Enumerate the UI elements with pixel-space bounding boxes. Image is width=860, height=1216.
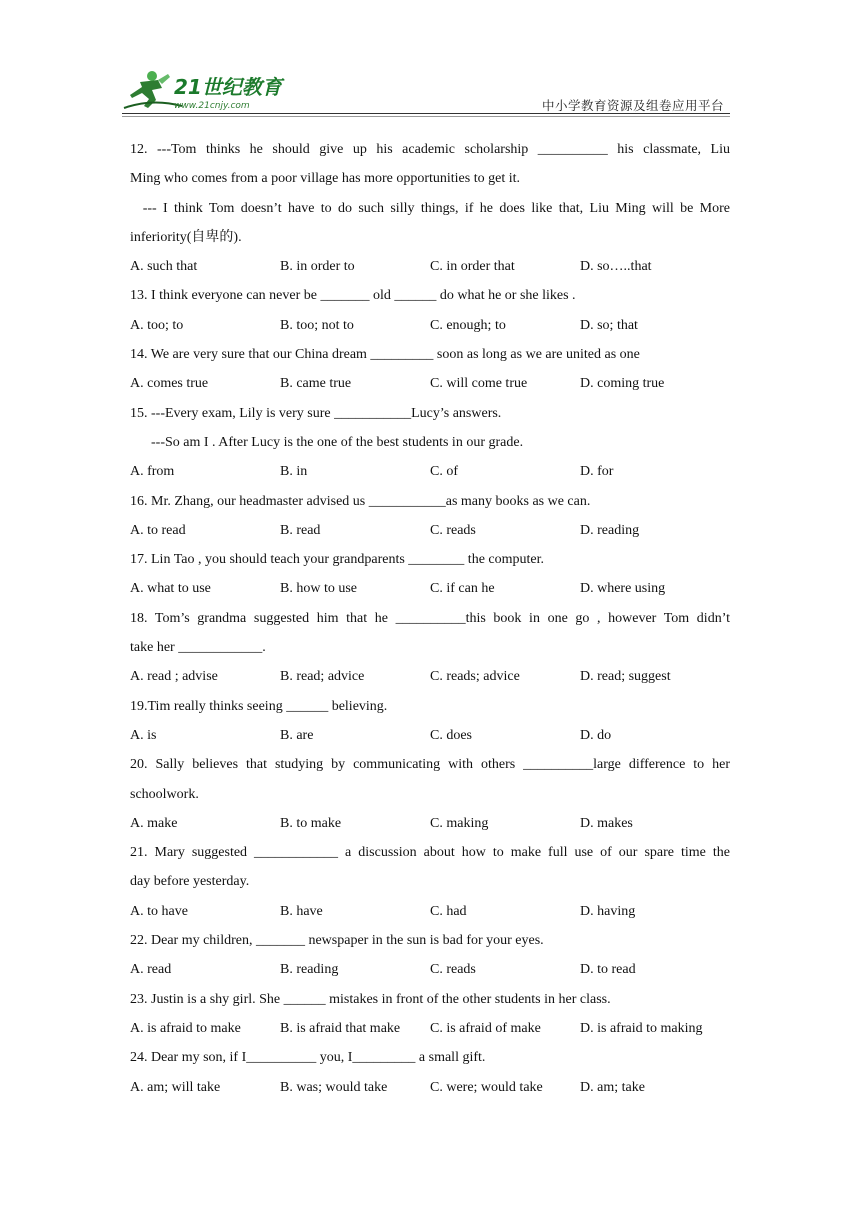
option-b: B. in order to <box>280 259 355 275</box>
option-b: B. are <box>280 727 314 743</box>
option-d: D. is afraid to making <box>580 1020 703 1036</box>
option-b: B. is afraid that make <box>280 1020 401 1036</box>
question-text-line: 23. Justin is a shy girl. She ______ mistakes in front of the other students in her class. <box>130 991 611 1007</box>
option-b: B. have <box>280 903 323 919</box>
option-c: C. enough; to <box>430 317 506 333</box>
option-a: A. is afraid to make <box>130 1020 241 1036</box>
answer-options <box>130 955 730 984</box>
option-b: B. reading <box>280 962 339 978</box>
option-a: A. am; will take <box>130 1079 221 1095</box>
option-b: B. in <box>280 464 308 480</box>
header-divider <box>122 113 730 114</box>
question-12 <box>130 135 730 281</box>
option-d: D. reading <box>580 522 640 538</box>
option-b: B. was; would take <box>280 1079 388 1095</box>
question-22 <box>130 926 730 985</box>
option-a: A. is <box>130 727 157 743</box>
runner-logo-icon <box>122 68 292 114</box>
question-text-line: 21. Mary suggested ____________ a discussion about how to make full use of our spare time the <box>130 845 730 861</box>
logo <box>122 68 292 114</box>
platform-label: 中小学教育资源及组卷应用平台 <box>541 98 724 113</box>
option-a: A. such that <box>130 259 198 275</box>
option-a: A. make <box>130 815 178 831</box>
option-c: C. of <box>430 464 458 480</box>
option-c: C. reads; advice <box>430 669 520 685</box>
option-b: B. read <box>280 522 321 538</box>
question-14 <box>130 340 730 399</box>
option-b: B. how to use <box>280 581 357 597</box>
logo-wordmark: 21世纪教育 <box>174 75 282 99</box>
answer-options <box>130 897 730 926</box>
option-c: C. reads <box>430 962 476 978</box>
option-d: D. am; take <box>580 1079 645 1095</box>
answer-options <box>130 252 730 281</box>
option-c: C. will come true <box>430 376 528 392</box>
question-text-line: day before yesterday. <box>130 874 250 890</box>
option-d: D. read; suggest <box>580 669 671 685</box>
option-d: D. so…..that <box>580 259 652 275</box>
question-text-line: 13. I think everyone can never be _______ old ______ do what he or she likes . <box>130 288 576 304</box>
header-divider-thin <box>122 116 730 117</box>
answer-options <box>130 809 730 838</box>
answer-options <box>130 1073 730 1102</box>
option-c: C. were; would take <box>430 1079 543 1095</box>
question-text-line: schoolwork. <box>130 786 199 802</box>
option-c: C. making <box>430 815 489 831</box>
option-a: A. read ; advise <box>130 669 218 685</box>
question-list <box>130 135 730 1102</box>
option-d: D. so; that <box>580 317 638 333</box>
option-b: B. to make <box>280 815 342 831</box>
question-text-line: 22. Dear my children, _______ newspaper in the sun is bad for your eyes. <box>130 933 544 949</box>
option-d: D. do <box>580 727 612 743</box>
answer-options <box>130 1014 730 1043</box>
option-d: D. coming true <box>580 376 665 392</box>
question-text-line: Ming who comes from a poor village has more opportunities to get it. <box>130 171 520 187</box>
question-text-line: 19.Tim really thinks seeing ______ believing. <box>130 698 388 714</box>
option-d: D. where using <box>580 581 666 597</box>
option-a: A. from <box>130 464 175 480</box>
question-text-line: 24. Dear my son, if I__________ you, I_________ a small gift. <box>130 1050 486 1066</box>
question-text-line: 12. ---Tom thinks he should give up his academic scholarship __________ his classmate, Liu <box>130 142 730 157</box>
question-18 <box>130 604 730 692</box>
option-a: A. comes true <box>130 376 209 392</box>
option-a: A. what to use <box>130 581 211 597</box>
answer-options <box>130 516 730 545</box>
option-c: C. in order that <box>430 259 515 275</box>
option-b: B. read; advice <box>280 669 365 685</box>
question-15 <box>130 399 730 487</box>
option-a: A. read <box>130 962 172 978</box>
option-c: C. if can he <box>430 581 495 597</box>
option-a: A. too; to <box>130 317 184 333</box>
option-a: A. to have <box>130 903 188 919</box>
question-19 <box>130 692 730 751</box>
question-text-line: 14. We are very sure that our China dream _________ soon as long as we are united as one <box>130 347 640 363</box>
question-text-line: 16. Mr. Zhang, our headmaster advised us ___________as many books as we can. <box>130 493 591 509</box>
option-d: D. having <box>580 903 636 919</box>
answer-options <box>130 311 730 340</box>
question-24 <box>130 1043 730 1102</box>
logo-url: www.21cnjy.com <box>174 101 250 111</box>
question-text-line: 20. Sally believes that studying by communicating with others __________large difference to her <box>130 757 730 773</box>
option-c: C. had <box>430 903 467 919</box>
option-a: A. to read <box>130 522 186 538</box>
answer-options <box>130 457 730 486</box>
answer-options <box>130 369 730 398</box>
option-b: B. too; not to <box>280 317 354 333</box>
question-13 <box>130 281 730 340</box>
question-text-line: take her ____________. <box>130 640 266 656</box>
question-text-line: 15. ---Every exam, Lily is very sure ___________Lucy’s answers. <box>130 405 502 421</box>
question-17 <box>130 545 730 604</box>
question-20 <box>130 750 730 838</box>
question-text-line: 17. Lin Tao , you should teach your grandparents ________ the computer. <box>130 552 545 568</box>
question-21 <box>130 838 730 926</box>
option-c: C. is afraid of make <box>430 1020 541 1036</box>
question-text-line: --- I think Tom doesn’t have to do such silly things, if he does like that, Liu Ming will be More <box>130 200 730 216</box>
option-c: C. reads <box>430 522 476 538</box>
option-d: D. to read <box>580 962 636 978</box>
answer-options <box>130 721 730 750</box>
question-text-line: 18. Tom’s grandma suggested him that he __________this book in one go , however Tom didn’t <box>130 610 730 626</box>
question-text-line: inferiority(自卑的). <box>130 229 242 245</box>
question-text-line: ---So am I . After Lucy is the one of the best students in our grade. <box>130 434 524 450</box>
question-23 <box>130 985 730 1044</box>
answer-options <box>130 574 730 603</box>
option-d: D. for <box>580 464 614 480</box>
option-d: D. makes <box>580 815 633 831</box>
page-header <box>122 66 730 116</box>
option-b: B. came true <box>280 376 352 392</box>
question-16 <box>130 487 730 546</box>
option-c: C. does <box>430 727 472 743</box>
answer-options <box>130 662 730 691</box>
